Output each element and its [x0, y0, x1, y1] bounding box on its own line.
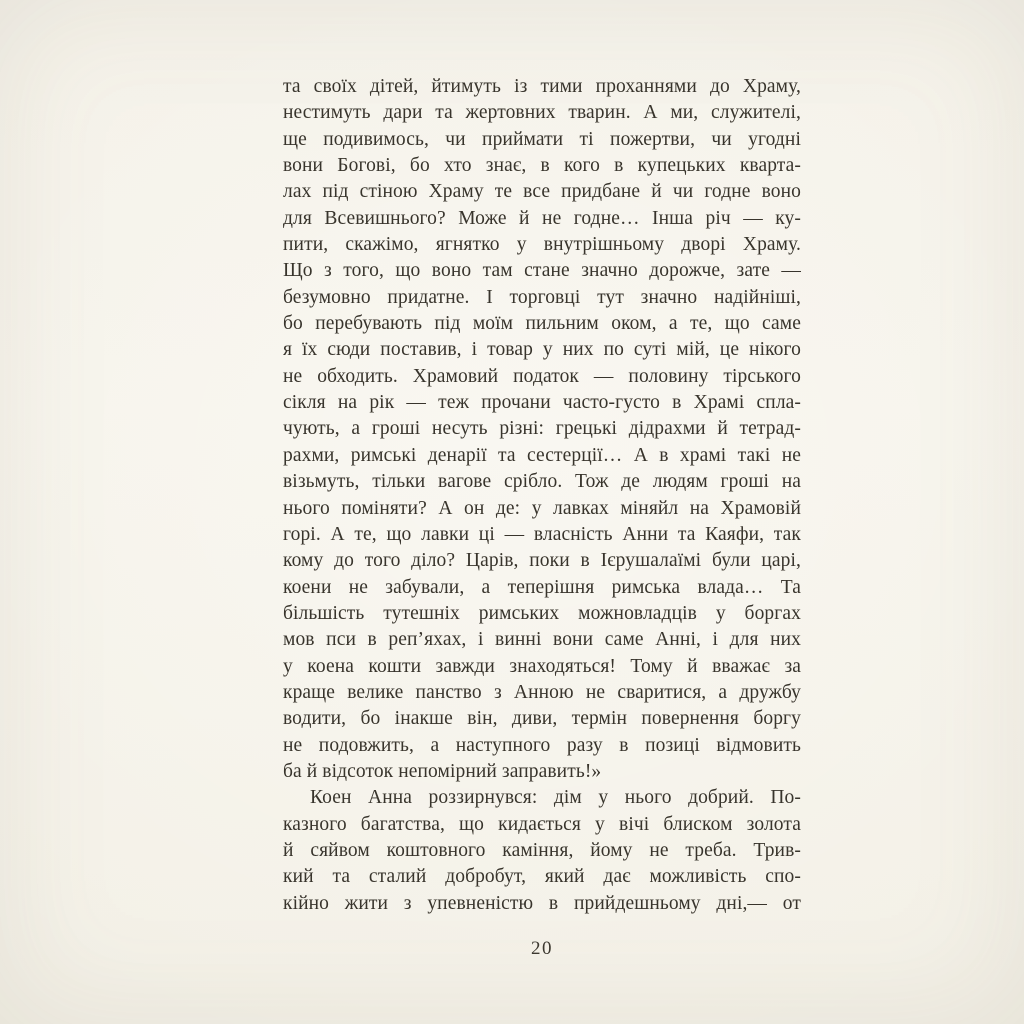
- text-line: у коена кошти завжди знаходяться! Тому й вважає за: [283, 655, 801, 677]
- text-line: вони Богові, бо хто знає, в кого в купецьких кварта-: [283, 155, 801, 177]
- text-line: безумовно придатне. І торговці тут значно надійніші,: [283, 286, 801, 308]
- text-line: краще велике панство з Анною не сваритися, а дружбу: [283, 681, 801, 703]
- text-line: для Всевишнього? Може й не годне… Інша річ — ку-: [283, 207, 801, 229]
- text-line: горі. А те, що лавки ці — власність Анни та Каяфи, так: [283, 523, 801, 545]
- text-line: нестимуть дари та жертовних тварин. А ми, служителі,: [283, 102, 801, 124]
- text-line: й сяйвом коштовного каміння, йому не треба. Трив-: [283, 839, 801, 861]
- text-line: візьмуть, тільки вагове срібло. Тож де людям гроші на: [283, 471, 801, 493]
- text-line: чують, а гроші несуть різні: грецькі дідрахми й тетрад-: [283, 418, 801, 440]
- text-line: лах під стіною Храму те все придбане й чи годне воно: [283, 181, 801, 203]
- text-line: кий та сталий добробут, який дає можливість спо-: [283, 866, 801, 888]
- page-text: [283, 74, 801, 917]
- text-line: кому до того діло? Царів, поки в Ієрушалаїмі були царі,: [283, 550, 801, 572]
- text-line: не обходить. Храмовий податок — половину тірського: [283, 365, 801, 387]
- text-line: не подовжить, а наступного разу в позиці відмовить: [283, 734, 801, 756]
- text-line: сікля на рік — теж прочани часто-густо в Храмі спла-: [283, 392, 801, 414]
- text-line: Що з того, що воно там стане значно дорожче, зате —: [283, 260, 801, 282]
- text-line: казного багатства, що кидається у вічі блиском золота: [283, 813, 801, 835]
- text-line: та своїх дітей, йтимуть із тими проханнями до Храму,: [283, 76, 801, 97]
- text-line: більшість тутешніх римських можновладців у боргах: [283, 602, 801, 624]
- page-number: 20: [531, 938, 553, 959]
- text-line: Коен Анна роззирнувся: дім у нього добрий. По-: [310, 787, 801, 809]
- text-line: ще подивимось, чи приймати ті пожертви, чи угодні: [283, 128, 801, 150]
- text-line: коени не забували, а теперішня римська влада… Та: [283, 576, 801, 598]
- text-line: водити, бо інакше він, диви, термін повернення боргу: [283, 708, 801, 730]
- text-line: ба й відсоток непомірний заправить!»: [283, 760, 602, 782]
- text-line: нього поміняти? А он де: у лавках міняйл на Храмовій: [283, 497, 801, 519]
- text-line: пити, скажімо, ягнятко у внутрішньому дворі Храму.: [283, 234, 801, 256]
- text-line: кійно жити з упевненістю в прийдешньому дні,— от: [283, 892, 801, 914]
- text-line: мов пси в реп’яхах, і винні вони саме Анні, і для них: [283, 629, 801, 651]
- text-line: рахми, римські денарії та сестерції… А в храмі такі не: [283, 444, 801, 466]
- text-line: бо перебувають під моїм пильним оком, а те, що саме: [283, 313, 801, 335]
- text-line: я їх сюди поставив, і товар у них по суті мій, це нікого: [283, 339, 801, 361]
